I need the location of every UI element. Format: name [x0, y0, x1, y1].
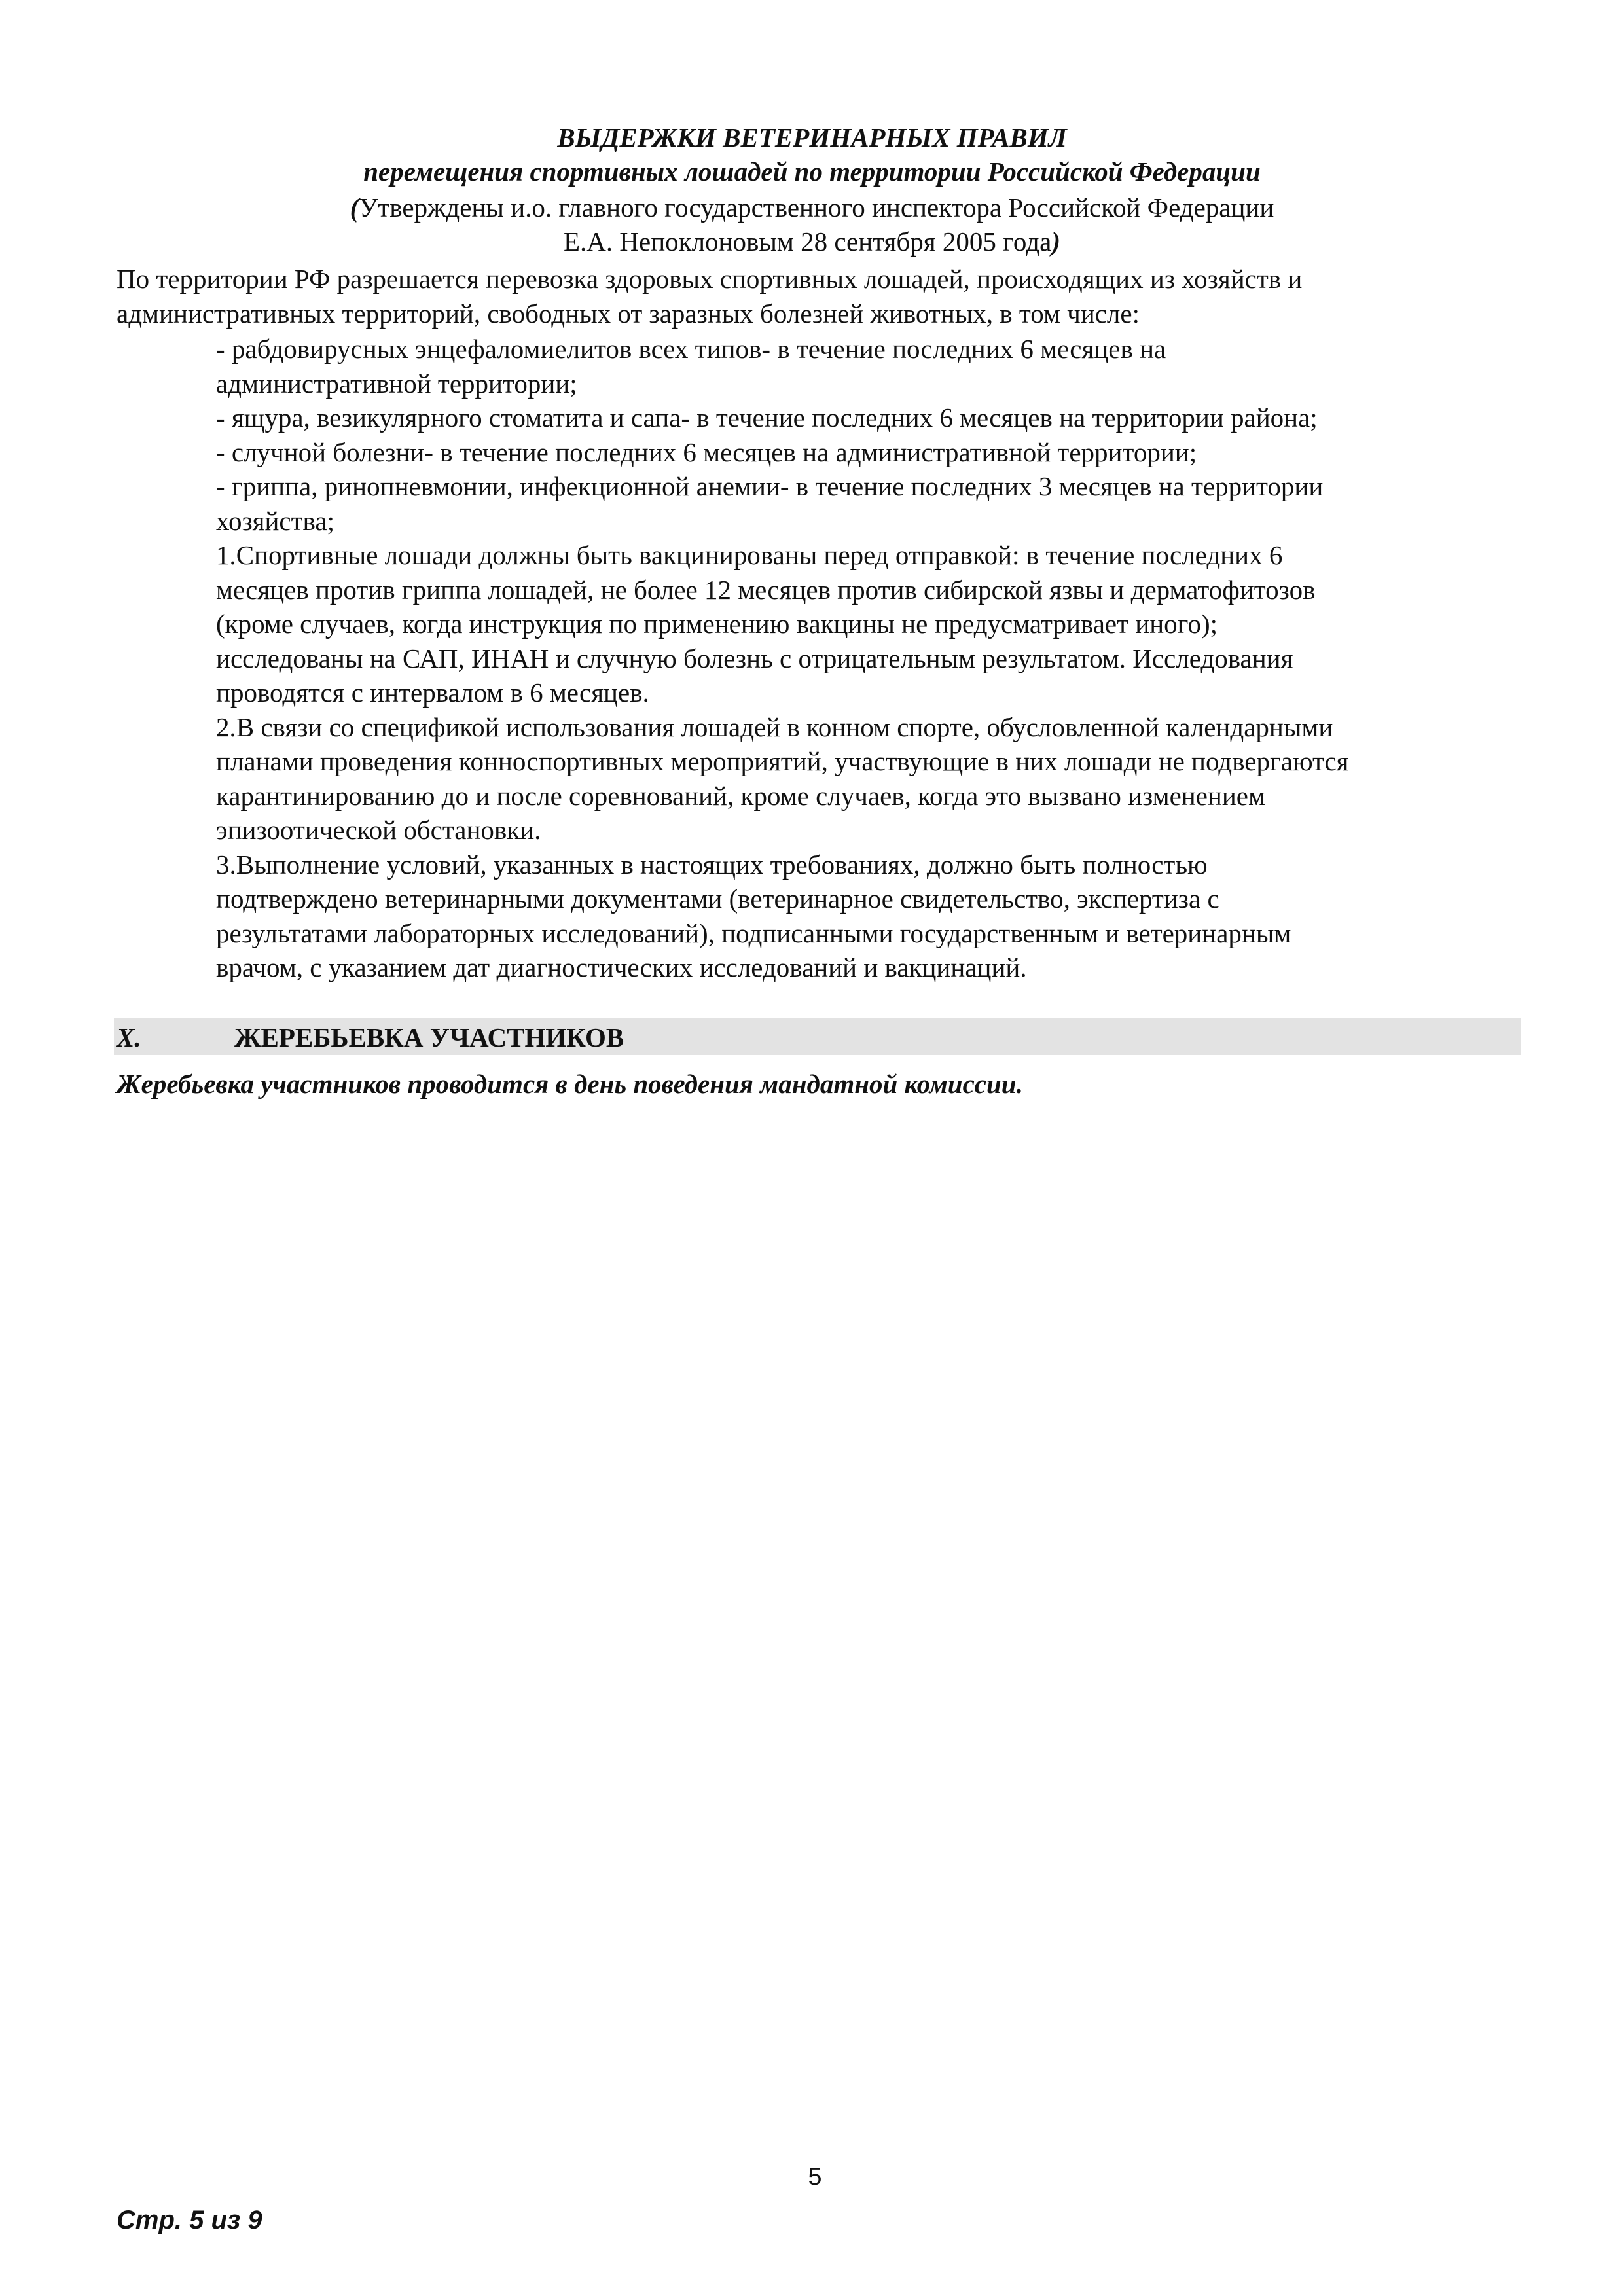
intro-line: По территории РФ разрешается перевозка здоровых спортивных лошадей, происходящих из хозяйств и [117, 264, 1303, 294]
disease-line: - случной болезни- в течение последних 6 месяцев на административной территории; [216, 437, 1197, 467]
document-subtitle: перемещения спортивных лошадей по территории Российской Федерации [363, 156, 1261, 187]
document-title: ВЫДЕРЖКИ ВЕТЕРИНАРНЫХ ПРАВИЛ [557, 122, 1067, 152]
rule-item-3 [216, 848, 1525, 985]
rule-item-2 [216, 710, 1525, 848]
approval-paren-close: ) [1051, 226, 1060, 257]
rule-line: 1.Спортивные лошади должны быть вакцинированы перед отправкой: в течение последних 6 [216, 540, 1283, 570]
page-footer: Стр. 5 из 9 [117, 2206, 262, 2234]
rule-line: месяцев против гриппа лошадей, не более 12 месяцев против сибирской язвы и дерматофитозов [216, 574, 1316, 605]
rule-line: (кроме случаев, когда инструкция по применению вакцины не предусматривает иного); [216, 609, 1218, 639]
disease-line: - ящура, везикулярного стоматита и сапа- в течение последних 6 месяцев на территории района; [216, 403, 1318, 433]
rule-line: исследованы на САП, ИНАН и случную болезнь с отрицательным результатом. Исследования [216, 643, 1293, 673]
approval-text-2: Е.А. Непоклоновым 28 сентября 2005 года [564, 226, 1052, 257]
page-number: 5 [808, 2163, 822, 2191]
intro-line: административных территорий, свободных от заразных болезней животных, в том числе: [117, 298, 1140, 329]
disease-line: хозяйства; [216, 505, 334, 536]
rule-line: эпизоотической обстановки. [216, 815, 541, 845]
rule-line: планами проведения конноспортивных мероприятий, участвующие в них лошади не подвергаются [216, 746, 1349, 776]
section-text: Жеребьевка участников проводится в день поведения мандатной комиссии. [117, 1069, 1023, 1099]
disease-line: - рабдовирусных энцефаломиелитов всех типов- в течение последних 6 месяцев на [216, 334, 1166, 364]
rule-line: проводятся с интервалом в 6 месяцев. [216, 677, 649, 708]
rule-line: подтверждено ветеринарными документами (ветеринарное свидетельство, экспертиза с [216, 884, 1219, 914]
approval-paren-open: ( [350, 192, 359, 223]
disease-item [216, 435, 1525, 470]
disease-line: - гриппа, ринопневмонии, инфекционной анемии- в течение последних 3 месяцев на территории [216, 471, 1324, 501]
intro-paragraph [117, 262, 1517, 331]
approval-line-1 [0, 190, 1624, 224]
approval-line-2 [0, 224, 1624, 259]
disease-item [216, 401, 1525, 435]
rule-line: врачом, с указанием дат диагностических исследований и вакцинаций. [216, 952, 1027, 982]
section-title: ЖЕРЕБЬЕВКА УЧАСТНИКОВ [234, 1022, 624, 1052]
disease-line: административной территории; [216, 368, 577, 399]
rule-line: 3.Выполнение условий, указанных в настоящих требованиях, должно быть полностью [216, 849, 1208, 880]
approval-text-1: Утверждены и.о. главного государственного инспектора Российской Федерации [359, 192, 1274, 223]
rule-line: результатами лабораторных исследований), подписанными государственным и ветеринарным [216, 918, 1291, 948]
rule-line: 2.В связи со спецификой использования лошадей в конном спорте, обусловленной календарными [216, 711, 1333, 742]
section-number: X. [117, 1022, 141, 1052]
rule-item-1 [216, 538, 1525, 710]
disease-item [216, 469, 1525, 538]
rules-body [216, 332, 1525, 985]
disease-item [216, 332, 1525, 401]
rule-line: карантинированию до и после соревнований, кроме случаев, когда это вызвано изменением [216, 780, 1265, 811]
